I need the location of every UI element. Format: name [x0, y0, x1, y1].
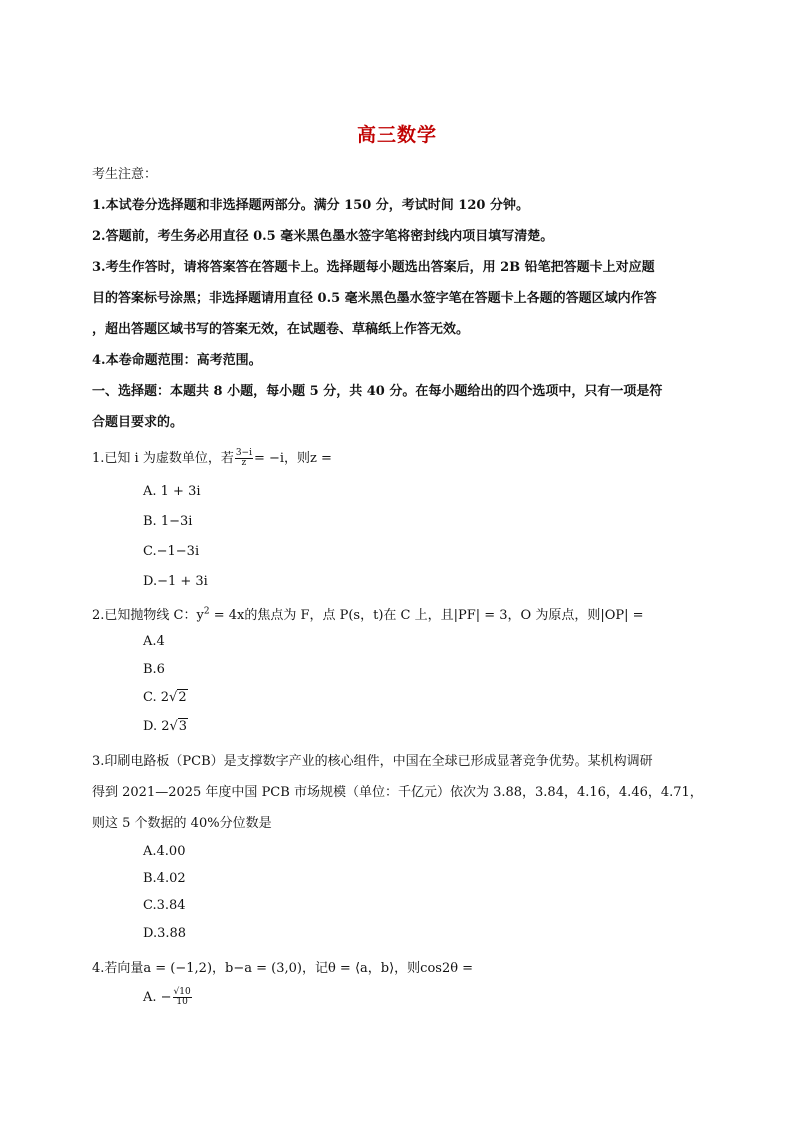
q1-frac-num: 3−i	[235, 448, 252, 458]
question-1-stem	[92, 447, 332, 468]
q2-stem-b: = 4x的焦点为 F，点 P(s，t)在 C 上，且|PF| = 3，O 为原点，则|OP| =	[209, 608, 644, 623]
q2-option-c	[143, 690, 188, 705]
notice-item-4: 4.本卷命题范围：高考范围。	[92, 353, 262, 368]
notice-item-3-end: ，超出答题区域书写的答案无效，在试题卷、草稿纸上作答无效。	[92, 322, 470, 337]
q1-option-d: D.−1 + 3i	[143, 574, 208, 589]
q2-option-c-radicand: 2	[178, 690, 187, 705]
notice-item-3-cont: 目的答案标号涂黑；非选择题请用直径 0.5 毫米黑色墨水签字笔在答题卡上各题的答题区域内作答	[92, 291, 657, 306]
q4-option-a-fraction	[173, 988, 192, 1007]
sqrt-symbol: √	[169, 719, 178, 734]
q1-stem-a: 1.已知 i 为虚数单位，若	[92, 451, 234, 466]
question-3-line-3: 则这 5 个数据的 40%分位数是	[92, 816, 272, 831]
q3-option-d: D.3.88	[143, 926, 187, 941]
q4-option-a-prefix: A. −	[143, 990, 172, 1005]
q2-option-d-prefix: D. 2	[143, 719, 170, 734]
question-4-stem: 4.若向量a = (−1,2)，b−a = (3,0)，记θ = ⟨a，b⟩，则cos2θ =	[92, 961, 474, 976]
notice-item-2: 2.答题前，考生务必用直径 0.5 毫米黑色墨水签字笔将密封线内项目填写清楚。	[92, 229, 554, 244]
question-2-stem	[92, 604, 644, 623]
q2-option-d-radicand: 3	[178, 719, 188, 734]
q1-option-b: B. 1−3i	[143, 514, 193, 529]
q4-frac-num: √10	[173, 987, 191, 997]
q1-stem-b: = −i，则z =	[253, 451, 332, 466]
page-title: 高三数学	[356, 124, 437, 146]
q1-option-c: C.−1−3i	[143, 544, 200, 559]
q3-option-b: B.4.02	[143, 871, 186, 886]
q2-option-c-prefix: C. 2	[143, 690, 170, 705]
q4-option-a	[143, 988, 193, 1007]
q2-exponent: 2	[203, 606, 210, 617]
q3-option-a: A.4.00	[143, 844, 186, 859]
q2-stem-a: 2.已知抛物线 C：y	[92, 608, 204, 623]
q1-frac-den: z	[241, 458, 247, 468]
q2-option-b: B.6	[143, 662, 165, 677]
section-heading-cont: 合题目要求的。	[92, 415, 184, 430]
q1-fraction	[235, 449, 253, 468]
notice-item-1: 1.本试卷分选择题和非选择题两部分。满分 150 分，考试时间 120 分钟。	[92, 198, 529, 213]
question-3-line-1: 3.印刷电路板（PCB）是支撑数字产业的核心组件，中国在全球已形成显著竞争优势。某机构调研	[92, 754, 653, 769]
q3-option-c: C.3.84	[143, 898, 186, 913]
q4-frac-den: 10	[176, 997, 188, 1007]
q2-option-d	[143, 719, 188, 734]
q2-option-a: A.4	[143, 634, 165, 649]
sqrt-symbol: √	[169, 690, 178, 705]
q1-option-a: A. 1 + 3i	[143, 484, 201, 499]
section-heading: 一、选择题：本题共 8 小题，每小题 5 分，共 40 分。在每小题给出的四个选项中，只有一项是符	[92, 384, 663, 399]
notice-item-3: 3.考生作答时，请将答案答在答题卡上。选择题每小题选出答案后，用 2B 铅笔把答题卡上对应题	[92, 260, 655, 275]
question-3-line-2: 得到 2021—2025 年度中国 PCB 市场规模（单位：千亿元）依次为 3.88，3.84，4.16，4.46，4.71，	[92, 785, 703, 800]
notice-heading: 考生注意：	[92, 167, 158, 182]
